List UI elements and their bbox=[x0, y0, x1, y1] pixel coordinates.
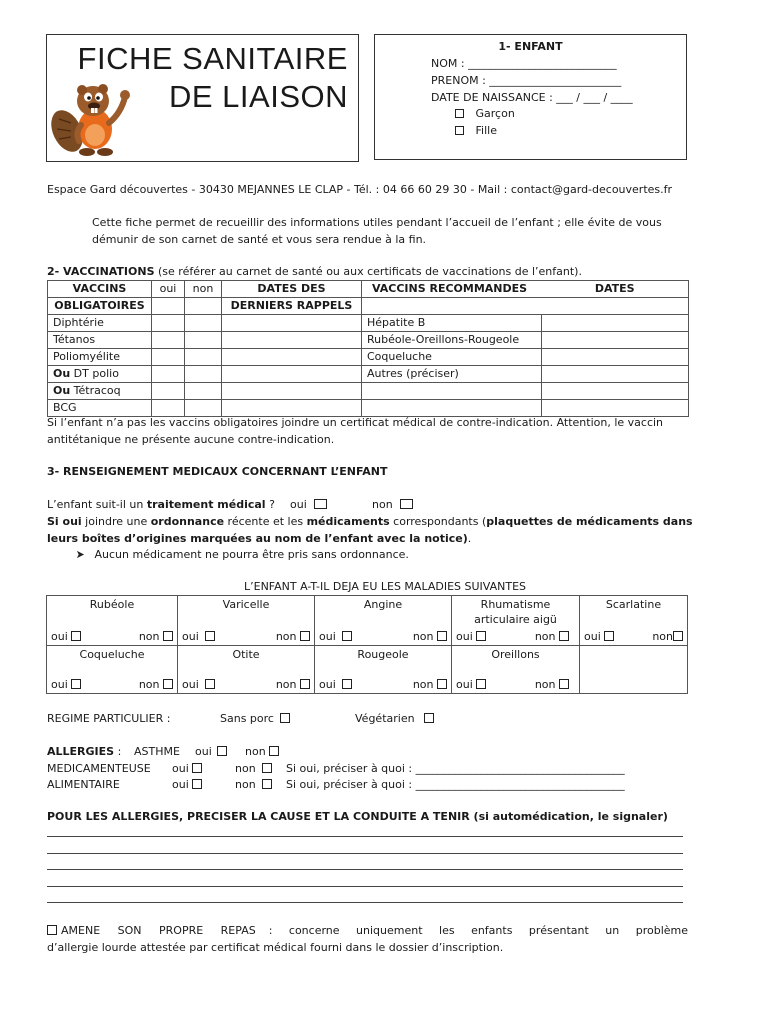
maladie-non-checkbox[interactable] bbox=[559, 631, 569, 641]
header-dates-des: DATES DES bbox=[222, 281, 362, 298]
regime-label: REGIME PARTICULIER : bbox=[47, 712, 171, 725]
maladie-non-checkbox[interactable] bbox=[673, 631, 683, 641]
maladies-title: L’ENFANT A-T-IL DEJA EU LES MALADIES SUIVANTES bbox=[244, 580, 526, 593]
beaver-mascot-icon bbox=[51, 79, 135, 159]
alimentaire-preciser-field[interactable]: Si oui, préciser à quoi : ______________________________________ bbox=[286, 778, 625, 791]
vaccin-obligatoire-name: Poliomyélite bbox=[53, 350, 120, 363]
vaccin-recommande-date-cell[interactable] bbox=[542, 400, 689, 417]
alimentaire-non-option[interactable]: non bbox=[235, 778, 272, 791]
maladie-oui-checkbox[interactable] bbox=[476, 631, 486, 641]
maladie-oui-checkbox[interactable] bbox=[205, 631, 215, 641]
vaccin-date-cell[interactable] bbox=[222, 383, 362, 400]
alimentaire-non-checkbox[interactable] bbox=[262, 779, 272, 789]
traitement-oui-checkbox[interactable] bbox=[314, 499, 327, 509]
vaccin-recommande-date-cell[interactable] bbox=[542, 366, 689, 383]
vaccin-note-line1: Si l’enfant n’a pas les vaccins obligatoires joindre un certificat médical de contre-indication. Attention, le vaccin bbox=[47, 416, 664, 429]
page-title-line2: DE LIAISON bbox=[169, 79, 348, 114]
intro-line1: Cette fiche permet de recueillir des informations utiles pendant l’accueil de l’enfant ; elle évite de vous bbox=[92, 216, 662, 229]
header-non: non bbox=[185, 281, 222, 298]
arrow-bullet-icon bbox=[76, 550, 85, 559]
maladie-non-checkbox[interactable] bbox=[163, 631, 173, 641]
fille-label: Fille bbox=[475, 124, 497, 137]
maladie-cell: Rhumatisme articulaire aigü oui non bbox=[452, 596, 580, 646]
asthme-oui-checkbox[interactable] bbox=[217, 746, 227, 756]
vaccin-date-cell[interactable] bbox=[222, 315, 362, 332]
vaccin-oui-cell[interactable] bbox=[152, 315, 185, 332]
vaccin-obligatoire-name: DT polio bbox=[70, 367, 119, 380]
garcon-label: Garçon bbox=[475, 107, 515, 120]
maladie-oui-checkbox[interactable] bbox=[71, 679, 81, 689]
traitement-oui-option[interactable]: oui bbox=[290, 498, 327, 511]
allergies-label: ALLERGIES : bbox=[47, 745, 122, 758]
vaccinations-title bbox=[47, 265, 582, 278]
repas-label: AMENE SON PROPRE REPAS bbox=[61, 924, 256, 937]
vaccin-recommande-date-cell[interactable] bbox=[542, 383, 689, 400]
maladie-non-checkbox[interactable] bbox=[300, 631, 310, 641]
intro-line2: démunir de son carnet de santé et vous sera rendue à la fin. bbox=[92, 233, 427, 246]
vaccin-obligatoire-name: Tétracoq bbox=[70, 384, 121, 397]
vaccin-recommande-name: Coqueluche bbox=[362, 349, 542, 366]
contact-line: Espace Gard découvertes - 30430 MEJANNES LE CLAP - Tél. : 04 66 60 29 30 - Mail : contact@gard-decouvertes.fr bbox=[47, 183, 673, 196]
vaccin-recommande-date-cell[interactable] bbox=[542, 349, 689, 366]
vaccin-recommande-name bbox=[362, 383, 542, 400]
header-obligatoires: OBLIGATOIRES bbox=[48, 298, 152, 315]
ordonnance-line1: Si oui joindre une ordonnance récente et les médicaments correspondants (plaquettes de médicaments dans bbox=[47, 515, 693, 528]
traitement-non-checkbox[interactable] bbox=[400, 499, 413, 509]
ordonnance-bullet: Aucun médicament ne pourra être pris sans ordonnance. bbox=[76, 548, 409, 561]
vaccin-recommande-name: Hépatite B bbox=[362, 315, 542, 332]
vaccinations-table bbox=[47, 280, 689, 417]
vaccin-obligatoire-name: Diphtérie bbox=[53, 316, 104, 329]
conduite-line-1[interactable] bbox=[47, 836, 683, 837]
vaccin-recommande-name bbox=[362, 400, 542, 417]
vegetarien-option[interactable]: Végétarien bbox=[355, 712, 434, 725]
vaccin-oui-cell[interactable] bbox=[152, 366, 185, 383]
repas-line2: d’allergie lourde attestée par certificat médical fourni dans le dossier d’inscription. bbox=[47, 941, 504, 954]
vegetarien-checkbox[interactable] bbox=[424, 713, 434, 723]
vaccin-note-line2: antitétanique ne présente aucune contre-indication. bbox=[47, 433, 335, 446]
sans-porc-option[interactable]: Sans porc bbox=[220, 712, 290, 725]
page-title-line1: FICHE SANITAIRE bbox=[77, 41, 348, 76]
traitement-question: L’enfant suit-il un traitement médical ? bbox=[47, 498, 275, 511]
header-derniers-rappels: DERNIERS RAPPELS bbox=[222, 298, 362, 315]
repas-line1-rest: : concerne uniquement les enfants présentant un problème bbox=[268, 924, 688, 937]
vaccin-obligatoire-name: Tétanos bbox=[53, 333, 96, 346]
maladies-table bbox=[46, 595, 688, 694]
nom-field[interactable]: NOM : ___________________________ bbox=[431, 57, 617, 70]
maladies-row2 bbox=[47, 646, 688, 694]
maladie-non-checkbox[interactable] bbox=[300, 679, 310, 689]
vaccin-oui-cell[interactable] bbox=[152, 400, 185, 417]
ordonnance-line2: leurs boîtes d’origines marquées au nom de l’enfant avec la notice). bbox=[47, 532, 472, 545]
conduite-line-5[interactable] bbox=[47, 902, 683, 903]
vaccin-recommande-date-cell[interactable] bbox=[542, 315, 689, 332]
vaccin-non-cell[interactable] bbox=[185, 366, 222, 383]
maladie-non-checkbox[interactable] bbox=[437, 679, 447, 689]
table-row bbox=[48, 349, 689, 366]
prenom-field[interactable]: PRENOM : ________________________ bbox=[431, 74, 622, 87]
vaccin-non-cell[interactable] bbox=[185, 332, 222, 349]
vaccin-date-cell[interactable] bbox=[222, 349, 362, 366]
vaccinations-title-rest: (se référer au carnet de santé ou aux certificats de vaccinations de l’enfant). bbox=[154, 265, 582, 278]
vaccin-date-cell[interactable] bbox=[222, 366, 362, 383]
title-box bbox=[46, 34, 359, 162]
maladie-non-checkbox[interactable] bbox=[163, 679, 173, 689]
traitement-non-option[interactable]: non bbox=[372, 498, 413, 511]
date-naissance-field[interactable]: DATE DE NAISSANCE : ___ / ___ / ____ bbox=[431, 91, 633, 104]
vaccin-date-cell[interactable] bbox=[222, 332, 362, 349]
medicamenteuse-preciser-field[interactable]: Si oui, préciser à quoi : ______________________________________ bbox=[286, 762, 625, 775]
table-row: Ou Tétracoq bbox=[48, 383, 689, 400]
repas-checkbox[interactable] bbox=[47, 925, 57, 935]
vaccinations-title-bold: 2- VACCINATIONS bbox=[47, 265, 155, 278]
alimentaire-oui-option[interactable]: oui bbox=[172, 778, 202, 791]
maladie-cell: Rougeole oui non bbox=[315, 646, 452, 694]
medicamenteuse-oui-option[interactable]: oui bbox=[172, 762, 202, 775]
maladie-oui-checkbox[interactable] bbox=[604, 631, 614, 641]
vaccin-oui-cell[interactable] bbox=[152, 383, 185, 400]
maladie-cell: Oreillons oui non bbox=[452, 646, 580, 694]
maladie-oui-checkbox[interactable] bbox=[342, 631, 352, 641]
header-vaccins: VACCINS bbox=[48, 281, 152, 298]
maladie-cell: Otite oui non bbox=[178, 646, 315, 694]
vaccin-non-cell[interactable] bbox=[185, 400, 222, 417]
traitement-medical-bold: traitement médical bbox=[146, 498, 266, 511]
maladie-oui-checkbox[interactable] bbox=[476, 679, 486, 689]
maladie-cell: Rubéole oui non bbox=[47, 596, 178, 646]
maladie-cell: Scarlatine oui non bbox=[580, 596, 688, 646]
garcon-option[interactable] bbox=[455, 107, 515, 120]
vaccin-oui-cell[interactable] bbox=[152, 332, 185, 349]
maladie-non-checkbox[interactable] bbox=[559, 679, 569, 689]
vaccin-oui-cell[interactable] bbox=[152, 349, 185, 366]
medicamenteuse-label: MEDICAMENTEUSE bbox=[47, 762, 151, 775]
medicamenteuse-oui-checkbox[interactable] bbox=[192, 763, 202, 773]
conduite-line-4[interactable] bbox=[47, 886, 683, 887]
vaccin-non-cell[interactable] bbox=[185, 383, 222, 400]
asthme-oui-option[interactable]: oui bbox=[195, 745, 227, 758]
section1-title: 1- ENFANT bbox=[498, 40, 563, 53]
garcon-checkbox[interactable] bbox=[455, 109, 464, 118]
maladie-non-checkbox[interactable] bbox=[437, 631, 447, 641]
conduite-line-2[interactable] bbox=[47, 853, 683, 854]
alimentaire-oui-checkbox[interactable] bbox=[192, 779, 202, 789]
maladie-empty-cell bbox=[580, 646, 688, 694]
repas-line1 bbox=[47, 924, 688, 937]
fille-option[interactable] bbox=[455, 124, 497, 137]
conduite-line-3[interactable] bbox=[47, 869, 683, 870]
medicamenteuse-non-option[interactable]: non bbox=[235, 762, 272, 775]
table-row bbox=[48, 315, 689, 332]
vaccin-recommande-name: Rubéole-Oreillons-Rougeole bbox=[362, 332, 542, 349]
asthme-label: ASTHME bbox=[134, 745, 180, 758]
header-recommandes: VACCINS RECOMMANDES bbox=[362, 281, 542, 298]
vaccin-non-cell[interactable] bbox=[185, 349, 222, 366]
vaccin-non-cell[interactable] bbox=[185, 315, 222, 332]
maladie-cell: Angine oui non bbox=[315, 596, 452, 646]
asthme-non-checkbox[interactable] bbox=[269, 746, 279, 756]
fille-checkbox[interactable] bbox=[455, 126, 464, 135]
maladie-cell: Coqueluche oui non bbox=[47, 646, 178, 694]
medical-section-title: 3- RENSEIGNEMENT MEDICAUX CONCERNANT L’ENFANT bbox=[47, 465, 388, 478]
header-oui: oui bbox=[152, 281, 185, 298]
maladie-cell: Varicelle oui non bbox=[178, 596, 315, 646]
medicamenteuse-non-checkbox[interactable] bbox=[262, 763, 272, 773]
alimentaire-label: ALIMENTAIRE bbox=[47, 778, 120, 791]
header-dates: DATES bbox=[542, 281, 689, 298]
child-info-box bbox=[374, 34, 687, 160]
table-row bbox=[48, 400, 689, 417]
vaccinations-header-row2 bbox=[48, 298, 689, 315]
vaccin-recommande-date-cell[interactable] bbox=[542, 332, 689, 349]
asthme-non-option[interactable]: non bbox=[245, 745, 279, 758]
vaccinations-header-row bbox=[48, 281, 689, 298]
conduite-title: POUR LES ALLERGIES, PRECISER LA CAUSE ET LA CONDUITE A TENIR (si automédication, le signaler) bbox=[47, 810, 668, 823]
table-row: Ou DT polio Autres (préciser) bbox=[48, 366, 689, 383]
maladie-oui-checkbox[interactable] bbox=[71, 631, 81, 641]
vaccin-recommande-name: Autres (préciser) bbox=[362, 366, 542, 383]
vaccin-date-cell[interactable] bbox=[222, 400, 362, 417]
maladie-oui-checkbox[interactable] bbox=[205, 679, 215, 689]
table-row bbox=[48, 332, 689, 349]
maladie-oui-checkbox[interactable] bbox=[342, 679, 352, 689]
sans-porc-checkbox[interactable] bbox=[280, 713, 290, 723]
vaccin-obligatoire-name: BCG bbox=[53, 401, 77, 414]
maladies-row1 bbox=[47, 596, 688, 646]
